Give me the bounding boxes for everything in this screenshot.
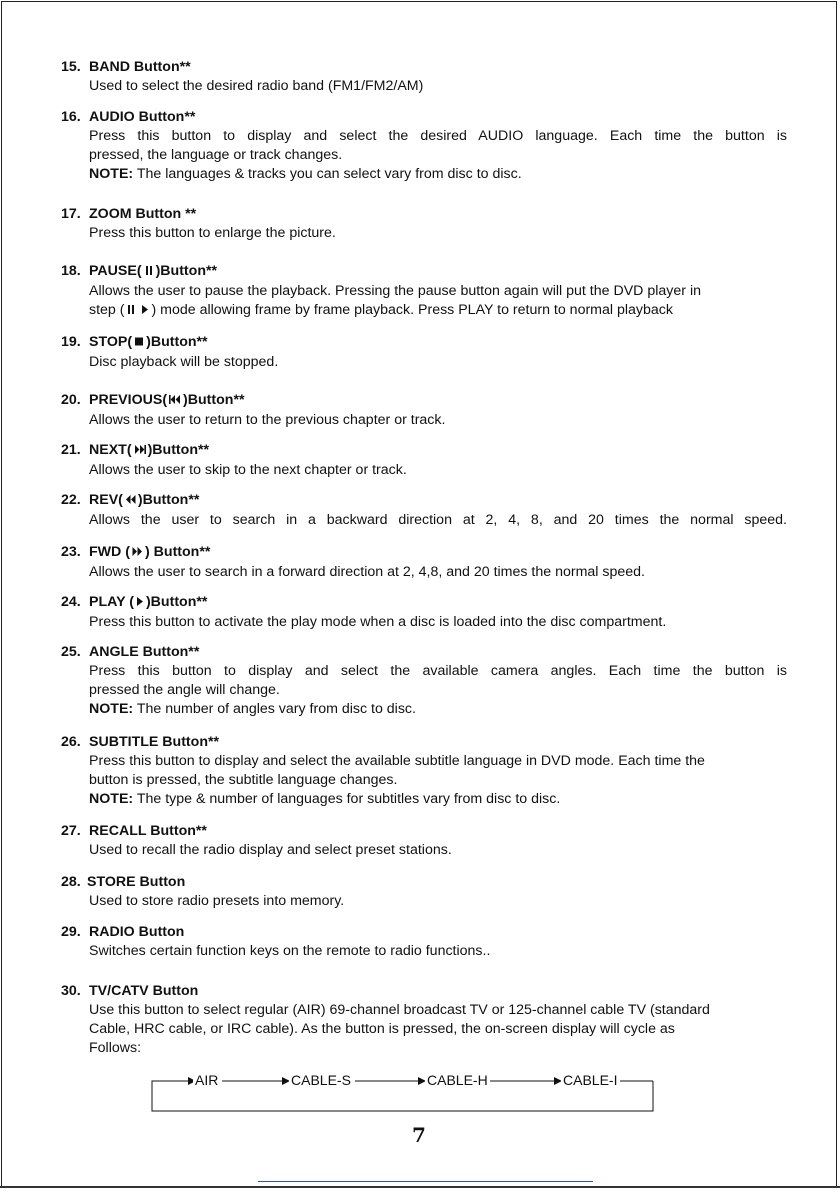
cycle-label-cable-h: CABLE-H	[427, 1072, 488, 1088]
item-text-3: Follows:	[89, 1040, 142, 1056]
item-text: Allows the user to search in a forward direction at 2, 4,8, and 20 times the normal speed.	[89, 564, 645, 580]
note-text: The number of angles vary from disc to disc.	[133, 701, 416, 717]
note-text: The type & number of languages for subtitles vary from disc to disc.	[133, 791, 561, 807]
item-text: Used to recall the radio display and select preset stations.	[89, 842, 452, 858]
item-title-post: )Button**	[137, 492, 200, 508]
item-title-pre: PAUSE(	[89, 263, 142, 279]
item-text: Use this button to select regular (AIR) 69-channel broadcast TV or 125-channel cable TV (standard	[89, 1002, 710, 1018]
item-title: RADIO Button	[89, 924, 185, 940]
item-text-2: button is pressed, the subtitle language changes.	[89, 772, 398, 788]
item-title-post: ) Button**	[144, 544, 211, 560]
item-text: Press this button to enlarge the picture.	[89, 225, 336, 241]
pause-icon	[143, 263, 155, 282]
item-number: 30.	[61, 983, 81, 999]
item-number: 20.	[61, 392, 81, 408]
item-number: 25.	[61, 644, 81, 660]
item-29	[61, 923, 787, 961]
item-16	[61, 108, 787, 184]
item-20	[61, 391, 787, 430]
item-text: Disc playback will be stopped.	[89, 354, 279, 370]
item-number: 16.	[61, 109, 81, 125]
item-30	[61, 982, 787, 1058]
item-number: 29.	[61, 924, 81, 940]
item-text: Press this button to display and select the available subtitle language in DVD mode. Each time the	[89, 753, 705, 769]
item-number: 19.	[61, 334, 81, 350]
item-text-2-post: ) mode allowing frame by frame playback. Press PLAY to return to normal playback	[151, 302, 673, 318]
item-title-post: )Button**	[146, 334, 208, 350]
item-15	[61, 58, 787, 96]
item-26	[61, 733, 787, 809]
item-note	[89, 165, 787, 184]
item-title-post: )Button**	[145, 594, 208, 610]
item-title-post: )Button**	[147, 442, 210, 458]
item-number: 27.	[61, 823, 81, 839]
pause-icon	[125, 302, 137, 321]
item-title: ZOOM Button **	[89, 206, 197, 222]
stop-icon	[133, 334, 145, 353]
item-title-pre: PLAY (	[89, 594, 134, 610]
item-title: STORE Button	[87, 874, 186, 890]
item-text: Allows the user to pause the playback. Pressing the pause button again will put the DVD player in	[89, 283, 701, 299]
item-title: ANGLE Button**	[89, 644, 200, 660]
skip-next-icon	[133, 442, 147, 461]
item-number: 23.	[61, 544, 81, 560]
item-title-post: )Button**	[155, 263, 218, 279]
item-17	[61, 205, 787, 243]
item-title-post: )Button**	[183, 392, 245, 408]
item-number: 15.	[61, 59, 81, 75]
cycle-label-cable-s: CABLE-S	[291, 1072, 351, 1088]
play-icon	[135, 594, 145, 613]
item-title: BAND Button**	[89, 59, 191, 75]
item-28	[61, 873, 787, 911]
item-text: Switches certain function keys on the remote to radio functions..	[89, 943, 491, 959]
item-number: 21.	[61, 442, 81, 458]
cycle-label-air: AIR	[195, 1072, 219, 1088]
item-23	[61, 543, 787, 582]
rewind-icon	[124, 492, 137, 511]
item-number: 18.	[61, 263, 81, 279]
footer-link-underline[interactable]	[258, 1181, 593, 1182]
note-label: NOTE:	[89, 791, 134, 807]
item-18	[61, 262, 787, 321]
page-number: 7	[412, 1123, 426, 1147]
item-title-pre: FWD (	[89, 544, 130, 560]
item-21	[61, 441, 787, 480]
item-24	[61, 593, 787, 632]
note-text: The languages & tracks you can select vary from disc to disc.	[133, 166, 522, 182]
item-title-pre: REV(	[89, 492, 123, 508]
cycle-diagram	[150, 1070, 655, 1115]
item-note	[89, 790, 787, 809]
item-number: 28.	[61, 874, 81, 890]
cycle-label-cable-i: CABLE-I	[563, 1072, 618, 1088]
item-number: 22.	[61, 492, 81, 508]
item-27	[61, 822, 787, 860]
item-text: Used to select the desired radio band (FM1/FM2/AM)	[89, 78, 424, 94]
item-title-pre: STOP(	[89, 334, 133, 350]
item-text: Allows the user to return to the previous chapter or track.	[89, 412, 446, 428]
item-title: AUDIO Button**	[89, 109, 196, 125]
item-text-2-pre: step (	[89, 302, 125, 318]
item-text: Press this button to activate the play mode when a disc is loaded into the disc compartment.	[89, 614, 667, 630]
item-title-pre: PREVIOUS(	[89, 392, 168, 408]
item-22	[61, 491, 787, 530]
item-title-pre: NEXT(	[89, 442, 132, 458]
item-number: 17.	[61, 206, 81, 222]
item-number: 26.	[61, 734, 81, 750]
item-note	[89, 700, 787, 719]
item-title: RECALL Button**	[89, 823, 207, 839]
skip-previous-icon	[168, 392, 182, 411]
item-text: Allows the user to search in a backward direction at 2, 4, 8, and 20 times the normal speed.	[89, 512, 787, 528]
item-number: 24.	[61, 594, 81, 610]
note-label: NOTE:	[89, 701, 134, 717]
note-label: NOTE:	[89, 166, 134, 182]
item-text-2: pressed, the language or track changes.	[89, 147, 343, 163]
item-text-2: Cable, HRC cable, or IRC cable). As the button is pressed, the on-screen display will cycle as	[89, 1021, 675, 1037]
item-text: Used to store radio presets into memory.	[89, 893, 345, 909]
fast-forward-icon	[131, 544, 144, 563]
item-text: Allows the user to skip to the next chapter or track.	[89, 462, 407, 478]
item-text: Press this button to display and select the available camera angles. Each time the button is	[89, 663, 787, 679]
item-title: TV/CATV Button	[89, 983, 199, 999]
item-19	[61, 333, 787, 372]
item-text: Press this button to display and select the desired AUDIO language. Each time the button is	[89, 128, 787, 144]
play-icon	[139, 302, 150, 321]
bottom-rule	[0, 1186, 840, 1188]
item-title: SUBTITLE Button**	[89, 734, 220, 750]
item-25	[61, 643, 787, 719]
item-text-2: pressed the angle will change.	[89, 682, 280, 698]
